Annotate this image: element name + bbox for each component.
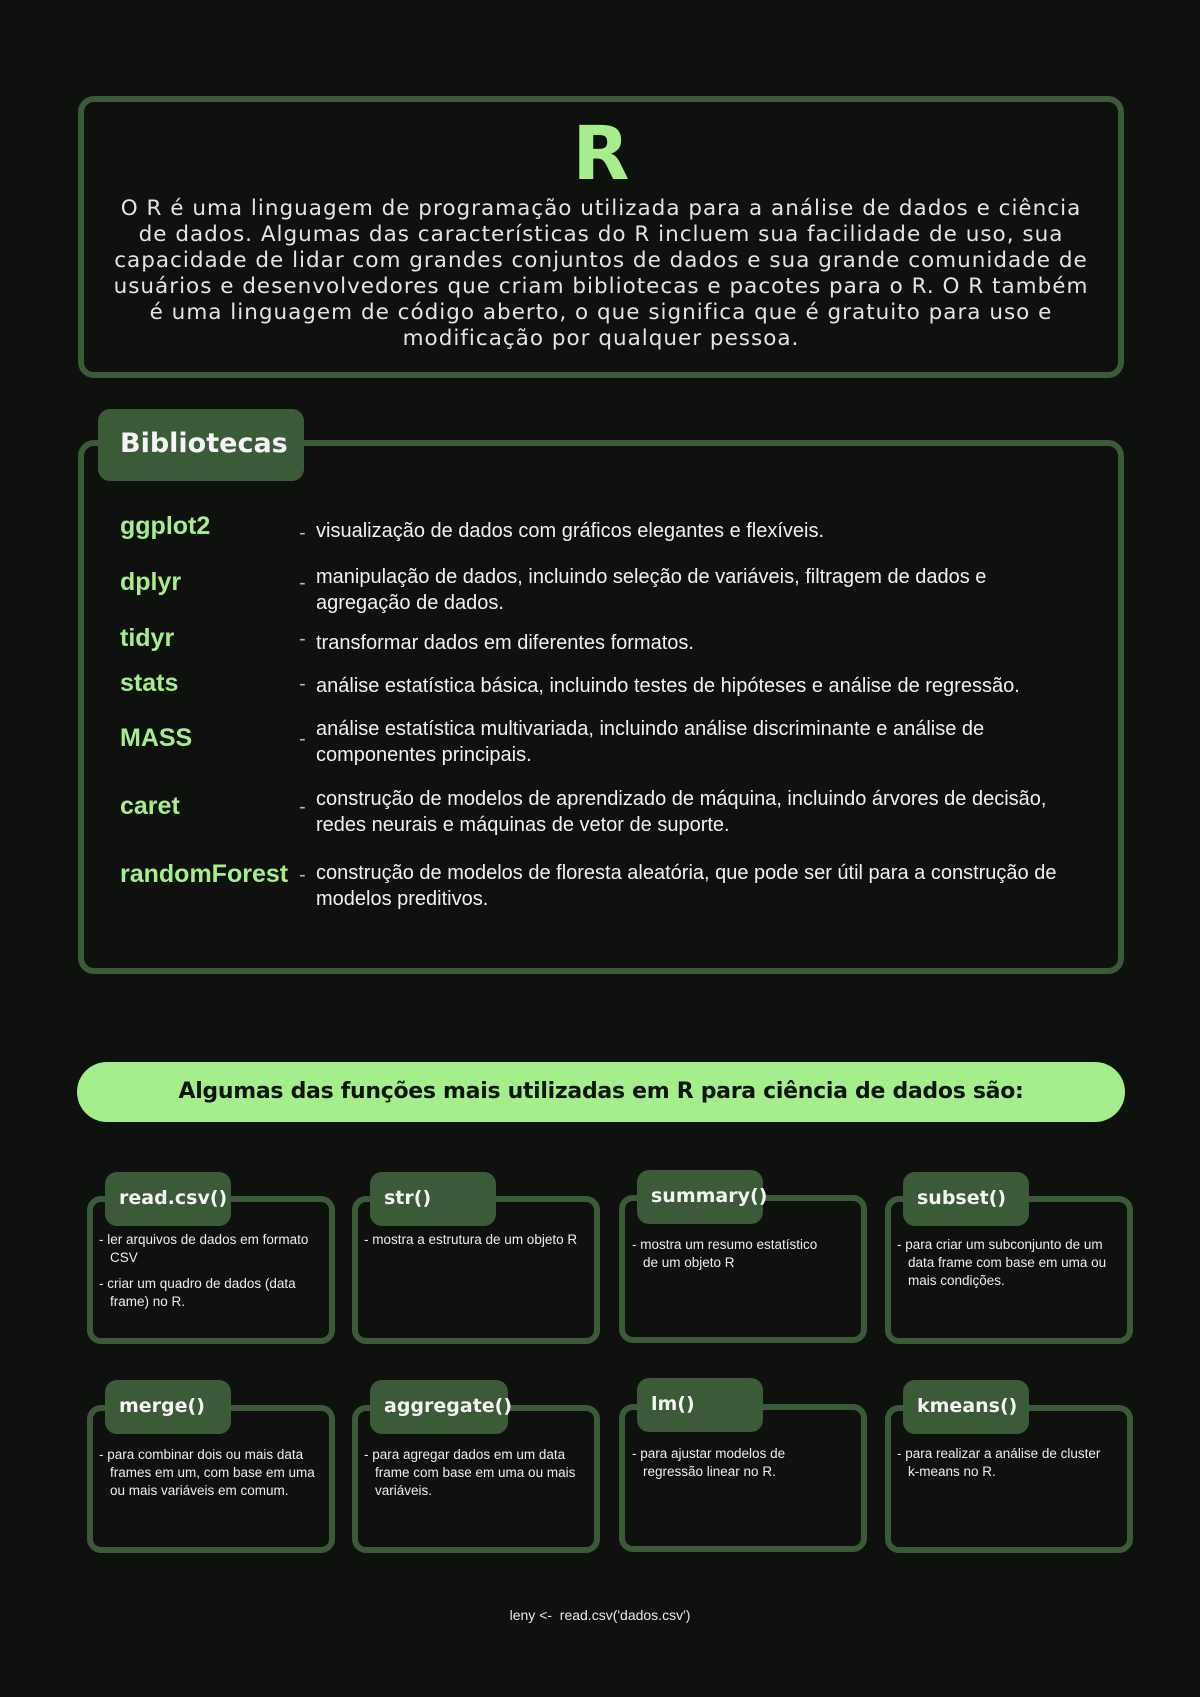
function-desc	[99, 1446, 317, 1508]
library-dash: -	[299, 864, 306, 886]
function-name: merge()	[105, 1380, 231, 1434]
library-desc: manipulação de dados, incluindo seleção de variáveis, filtragem de dados e agregação de dados.	[316, 566, 987, 614]
function-desc	[364, 1446, 582, 1508]
function-name: lm()	[637, 1378, 763, 1432]
intro-text: O R é uma linguagem de programação utilizada para a análise de dados e ciência de dados. Algumas das características do R incluem sua facilidade de uso, sua capacidade de lidar com grandes conjuntos de dados e sua grande comunidade de usuários e desenvolvedores que criam bibliotecas e pacotes para o R. O R também é uma linguagem de código aberto, o que significa que é gratuito para uso e modificação por qualquer pessoa.	[113, 196, 1089, 351]
library-name: stats	[120, 669, 179, 697]
function-desc-item: - mostra a estrutura de um objeto R	[364, 1232, 578, 1247]
library-name: MASS	[120, 724, 193, 752]
library-dash: -	[299, 796, 306, 818]
library-name: randomForest	[120, 860, 289, 888]
library-desc: análise estatística básica, incluindo testes de hipóteses e análise de regressão.	[316, 675, 1020, 697]
function-name: kmeans()	[903, 1380, 1029, 1434]
function-desc	[99, 1231, 317, 1319]
intro-box	[78, 96, 1124, 378]
library-dash: -	[299, 673, 306, 695]
function-name: read.csv()	[105, 1172, 231, 1226]
library-name: ggplot2	[120, 512, 211, 540]
library-desc: construção de modelos de aprendizado de máquina, incluindo árvores de decisão, redes neurais e máquinas de vetor de suporte.	[316, 788, 1047, 836]
function-desc	[632, 1445, 832, 1489]
function-desc-item: - criar um quadro de dados (data frame) no R.	[99, 1276, 296, 1309]
function-desc	[632, 1236, 832, 1280]
function-desc-item: - ler arquivos de dados em formato CSV	[99, 1232, 309, 1265]
function-desc	[897, 1445, 1115, 1489]
library-desc: análise estatística multivariada, incluindo análise discriminante e análise de componentes principais.	[316, 718, 985, 766]
function-desc-item: - para agregar dados em um data frame com base em uma ou mais variáveis.	[364, 1447, 576, 1498]
library-dash: -	[299, 522, 306, 544]
library-desc: visualização de dados com gráficos elegantes e flexíveis.	[316, 520, 825, 542]
function-desc-item: - para combinar dois ou mais data frames em um, com base em uma ou mais variáveis em comum.	[99, 1447, 315, 1498]
library-name: caret	[120, 792, 180, 820]
library-name: tidyr	[120, 624, 175, 652]
function-name: summary()	[637, 1170, 763, 1224]
library-name: dplyr	[120, 568, 182, 596]
library-dash: -	[299, 628, 306, 650]
function-name: subset()	[903, 1172, 1029, 1226]
function-desc-item: - mostra um resumo estatístico de um objeto R	[632, 1237, 818, 1270]
library-desc: construção de modelos de floresta aleatória, que pode ser útil para a construção de modelos preditivos.	[316, 862, 1057, 910]
function-desc-item: - para realizar a análise de cluster k-means no R.	[897, 1446, 1101, 1479]
function-desc-item: - para criar um subconjunto de um data frame com base em uma ou mais condições.	[897, 1237, 1107, 1288]
library-dash: -	[299, 572, 306, 594]
function-desc	[364, 1231, 582, 1257]
libraries-heading: Bibliotecas	[98, 409, 304, 481]
functions-banner: Algumas das funções mais utilizadas em R para ciência de dados são:	[77, 1062, 1125, 1122]
function-desc	[897, 1236, 1115, 1298]
footer-code: leny <- read.csv('dados.csv')	[509, 1607, 691, 1623]
intro-title: R	[572, 111, 630, 197]
function-name: str()	[370, 1172, 496, 1226]
function-name: aggregate()	[370, 1380, 508, 1434]
library-desc: transformar dados em diferentes formatos.	[316, 632, 694, 654]
function-desc-item: - para ajustar modelos de regressão linear no R.	[632, 1446, 786, 1479]
library-dash: -	[299, 728, 306, 750]
